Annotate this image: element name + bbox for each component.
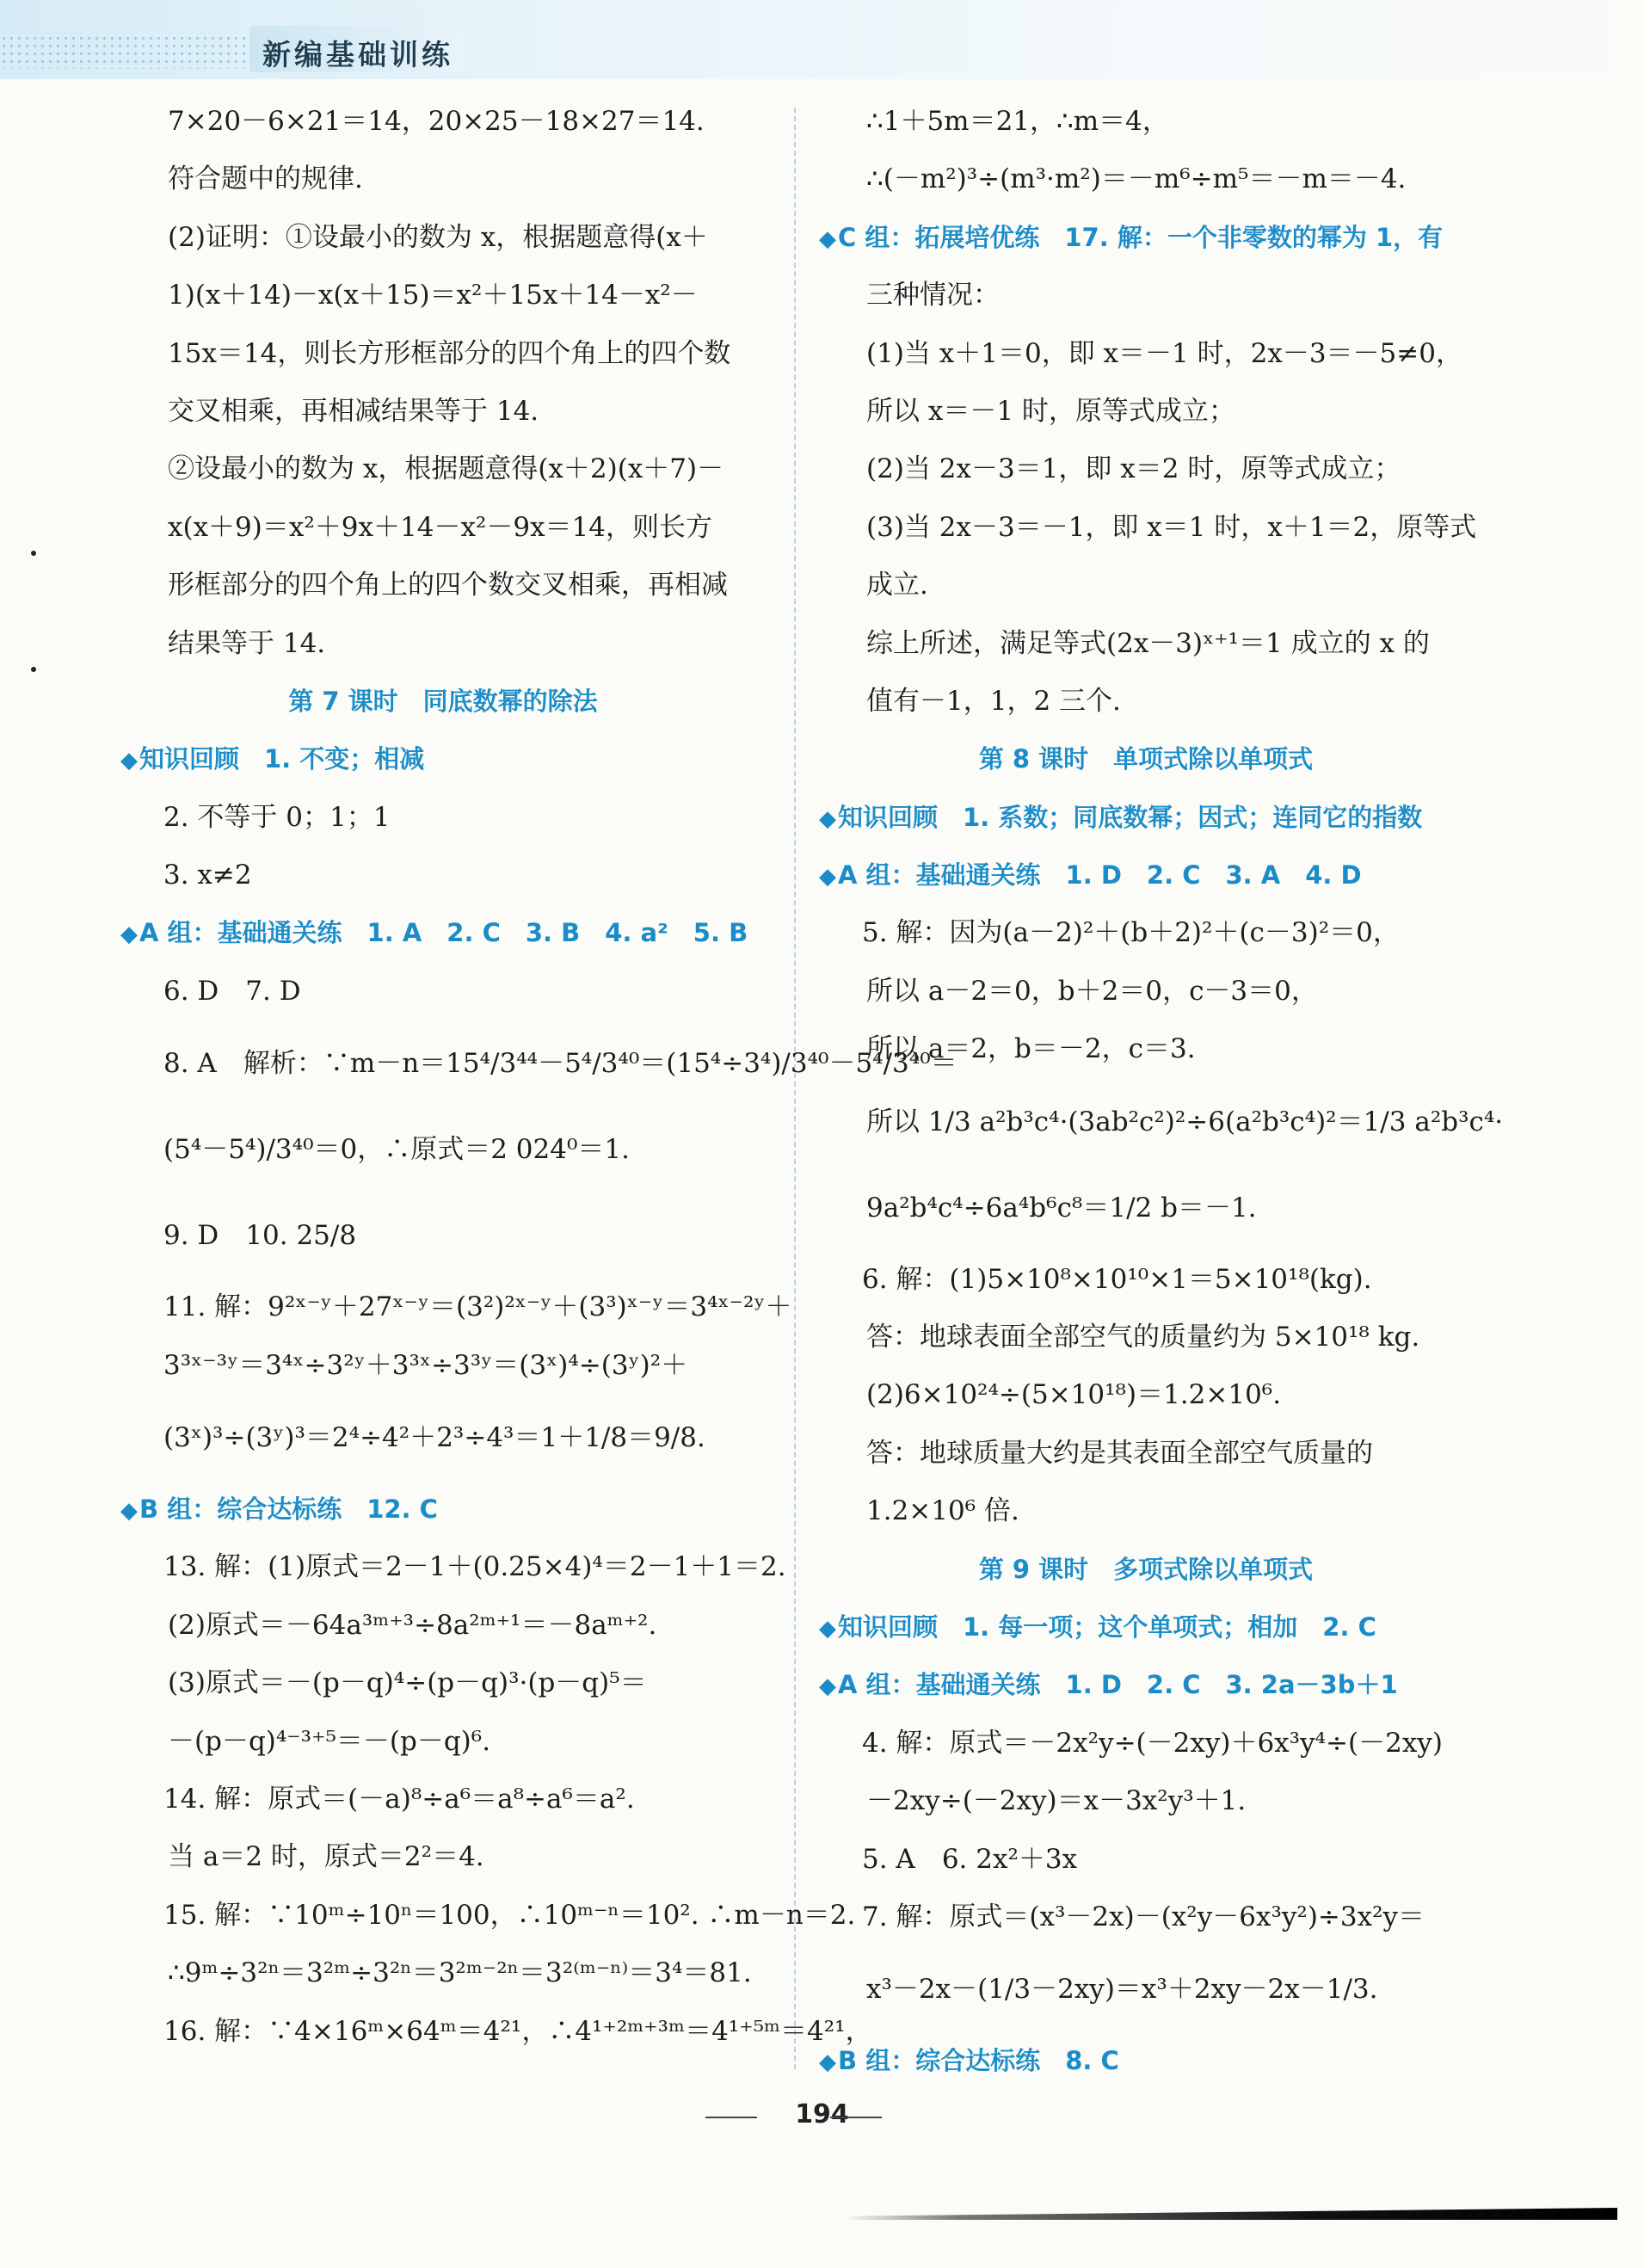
section-heading bbox=[120, 730, 766, 788]
page-header bbox=[0, 0, 1644, 79]
answer-line: (2)证明：①设最小的数为 x，根据题意得(x＋ bbox=[168, 221, 708, 253]
section-heading bbox=[819, 847, 1473, 904]
diamond-icon: ◆ bbox=[819, 225, 836, 252]
answer-line: (2)原式＝－64a³ᵐ⁺³÷8a²ᵐ⁺¹＝－8aᵐ⁺². bbox=[168, 1609, 657, 1641]
answer-line: 1)(x＋14)－x(x＋15)＝x²＋15x＋14－x²－ bbox=[168, 280, 698, 311]
answer-line: 1.2×10⁶ 倍. bbox=[866, 1495, 1019, 1527]
answer-line: x(x＋9)＝x²＋9x＋14－x²－9x＝14，则长方 bbox=[168, 511, 713, 543]
section-text: 知识回顾 1. 不变；相减 bbox=[139, 744, 425, 774]
answer-line: 三种情况： bbox=[866, 280, 1000, 311]
footer-rule-right bbox=[830, 2117, 882, 2118]
section-text: B 组：综合达标练 8. C bbox=[838, 2046, 1119, 2076]
answer-line: 交叉相乘，再相减结果等于 14. bbox=[168, 395, 539, 427]
answer-line: (5⁴－5⁴)/3⁴⁰＝0，∴原式＝2 024⁰＝1. bbox=[163, 1134, 630, 1166]
answer-line: 值有－1，1，2 三个. bbox=[866, 685, 1121, 717]
diamond-icon: ◆ bbox=[819, 1615, 836, 1642]
answer-line: 结果等于 14. bbox=[168, 627, 326, 659]
answer-line: (1)当 x＋1＝0，即 x＝－1 时，2x－3＝－5≠0， bbox=[866, 337, 1462, 369]
diamond-icon: ◆ bbox=[819, 864, 836, 891]
answer-line: 5. 解：因为(a－2)²＋(b＋2)²＋(c－3)²＝0， bbox=[862, 917, 1400, 949]
page-number: 194 bbox=[795, 2099, 849, 2129]
answer-line: ②设最小的数为 x，根据题意得(x＋2)(x＋7)－ bbox=[168, 453, 724, 485]
section-heading bbox=[819, 1656, 1473, 1714]
answer-line: ∴1＋5m＝21，∴m＝4， bbox=[866, 106, 1169, 137]
answer-line: 11. 解：9²ˣ⁻ʸ＋27ˣ⁻ʸ＝(3²)²ˣ⁻ʸ＋(3³)ˣ⁻ʸ＝3⁴ˣ⁻²ʸ＋ bbox=[163, 1291, 792, 1323]
section-heading bbox=[120, 904, 766, 962]
answer-line: 8. A 解析：∵m－n＝15⁴/3⁴⁴－5⁴/3⁴⁰＝(15⁴÷3⁴)/3⁴⁰－5⁴/3⁴⁰＝ bbox=[163, 1048, 957, 1080]
answer-line: ∴9ᵐ÷3²ⁿ＝3²ᵐ÷3²ⁿ＝3²ᵐ⁻²ⁿ＝3²⁽ᵐ⁻ⁿ⁾＝3⁴＝81. bbox=[168, 1957, 752, 1989]
header-dot-pattern bbox=[0, 34, 258, 69]
section-text: 知识回顾 1. 系数；同底数幂；因式；连同它的指数 bbox=[838, 802, 1423, 832]
answer-line: 4. 解：原式＝－2x²y÷(－2xy)＋6x³y⁴÷(－2xy) bbox=[862, 1727, 1443, 1759]
diamond-icon: ◆ bbox=[120, 748, 138, 774]
answer-line: 所以 1/3 a²b³c⁴·(3ab²c²)²÷6(a²b³c⁴)²＝1/3 a²b³c⁴· bbox=[866, 1106, 1504, 1137]
answer-line: 形框部分的四个角上的四个数交叉相乘，再相减 bbox=[168, 570, 728, 601]
bottom-edge-shadow bbox=[843, 2208, 1617, 2220]
answer-line: (3)原式＝－(p－q)⁴÷(p－q)³·(p－q)⁵＝ bbox=[168, 1667, 647, 1699]
section-text: A 组：基础通关练 1. D 2. C 3. A 4. D bbox=[838, 860, 1362, 891]
answer-line: 3³ˣ⁻³ʸ＝3⁴ˣ÷3²ʸ＋3³ˣ÷3³ʸ＝(3ˣ)⁴÷(3ʸ)²＋ bbox=[163, 1349, 688, 1381]
answer-line: 5. A 6. 2x²＋3x bbox=[862, 1843, 1078, 1875]
diamond-icon: ◆ bbox=[120, 921, 138, 948]
answer-line: 所以 a＝2，b＝－2，c＝3. bbox=[866, 1033, 1196, 1065]
section-text: A 组：基础通关练 1. D 2. C 3. 2a－3b＋1 bbox=[838, 1670, 1398, 1700]
diamond-icon: ◆ bbox=[120, 1498, 138, 1525]
answer-line: 答：地球质量大约是其表面全部空气质量的 bbox=[866, 1437, 1373, 1469]
answer-line: 3. x≠2 bbox=[163, 860, 252, 891]
answer-line: 所以 a－2＝0，b＋2＝0，c－3＝0， bbox=[866, 975, 1318, 1007]
answer-line: 成立. bbox=[866, 570, 928, 601]
answer-line: －2xy÷(－2xy)＝x－3x²y³＋1. bbox=[866, 1785, 1247, 1817]
section-heading bbox=[819, 1599, 1473, 1656]
answer-line: 当 a＝2 时，原式＝2²＝4. bbox=[168, 1841, 484, 1873]
answer-line: 16. 解：∵4×16ᵐ×64ᵐ＝4²¹，∴4¹⁺²ᵐ⁺³ᵐ＝4¹⁺⁵ᵐ＝4²¹， bbox=[163, 2015, 872, 2047]
diamond-icon: ◆ bbox=[819, 1673, 836, 1700]
answer-line: 9a²b⁴c⁴÷6a⁴b⁶c⁸＝1/2 b＝－1. bbox=[866, 1192, 1257, 1223]
lesson-title: 第 8 课时 单项式除以单项式 bbox=[978, 744, 1314, 774]
answer-line: 14. 解：原式＝(－a)⁸÷a⁶＝a⁸÷a⁶＝a². bbox=[163, 1783, 635, 1815]
answer-line: 13. 解：(1)原式＝2－1＋(0.25×4)⁴＝2－1＋1＝2. bbox=[163, 1551, 786, 1583]
answer-line: (3)当 2x－3＝－1，即 x＝1 时，x＋1＝2，原等式 bbox=[866, 511, 1477, 543]
diamond-icon: ◆ bbox=[819, 805, 836, 832]
section-text: B 组：综合达标练 12. C bbox=[139, 1495, 438, 1525]
answer-line: 答：地球表面全部空气的质量约为 5×10¹⁸ kg. bbox=[866, 1322, 1420, 1353]
answer-line: 综上所述，满足等式(2x－3)ˣ⁺¹＝1 成立的 x 的 bbox=[866, 627, 1430, 659]
answer-line: (2)当 2x－3＝1，即 x＝2 时，原等式成立； bbox=[866, 453, 1401, 485]
answer-line: 15x＝14，则长方形框部分的四个角上的四个数 bbox=[168, 337, 731, 369]
answer-line: 所以 x＝－1 时，原等式成立； bbox=[866, 395, 1235, 427]
answer-line: 符合题中的规律. bbox=[168, 163, 363, 195]
answer-line: (2)6×10²⁴÷(5×10¹⁸)＝1.2×10⁶. bbox=[866, 1379, 1282, 1411]
margin-mark bbox=[31, 551, 36, 556]
answer-line: 9. D 10. 25/8 bbox=[163, 1220, 357, 1252]
lesson-title: 第 7 课时 同底数幂的除法 bbox=[288, 686, 598, 716]
right-column bbox=[819, 93, 1504, 2091]
answer-line: 6. 解：(1)5×10⁸×10¹⁰×1＝5×10¹⁸(kg). bbox=[862, 1263, 1372, 1295]
header-title: 新编基础训练 bbox=[262, 38, 453, 71]
answer-line: 7. 解：原式＝(x³－2x)－(x²y－6x³y²)÷3x²y＝ bbox=[862, 1901, 1425, 1932]
answer-line: 2. 不等于 0；1；1 bbox=[163, 801, 391, 833]
section-heading bbox=[819, 789, 1473, 847]
margin-mark bbox=[31, 667, 36, 672]
answer-line: (3ˣ)³÷(3ʸ)³＝2⁴÷4²＋2³÷4³＝1＋1/8＝9/8. bbox=[163, 1422, 705, 1454]
section-text: 知识回顾 1. 每一项；这个单项式；相加 2. C bbox=[838, 1612, 1376, 1642]
answer-line: 15. 解：∵10ᵐ÷10ⁿ＝100，∴10ᵐ⁻ⁿ＝10². ∴m－n＝2. bbox=[163, 1899, 856, 1931]
diamond-icon: ◆ bbox=[819, 2049, 836, 2076]
answer-line: 7×20－6×21＝14，20×25－18×27＝14. bbox=[168, 106, 705, 137]
answer-line: －(p－q)⁴⁻³⁺⁵＝－(p－q)⁶. bbox=[168, 1725, 491, 1757]
section-heading bbox=[120, 1481, 766, 1538]
section-text: C 组：拓展培优练 17. 解：一个非零数的幂为 1，有 bbox=[838, 222, 1444, 252]
section-heading bbox=[819, 209, 1473, 267]
section-heading bbox=[819, 2032, 1473, 2090]
section-text: A 组：基础通关练 1. A 2. C 3. B 4. a² 5. B bbox=[139, 918, 748, 948]
answer-line: 6. D 7. D bbox=[163, 975, 301, 1007]
answer-line: x³－2x－(1/3－2xy)＝x³＋2xy－2x－1/3. bbox=[866, 1974, 1378, 2006]
answer-line: ∴(－m²)³÷(m³·m²)＝－m⁶÷m⁵＝－m＝－4. bbox=[866, 163, 1407, 195]
lesson-title: 第 9 课时 多项式除以单项式 bbox=[978, 1554, 1314, 1584]
